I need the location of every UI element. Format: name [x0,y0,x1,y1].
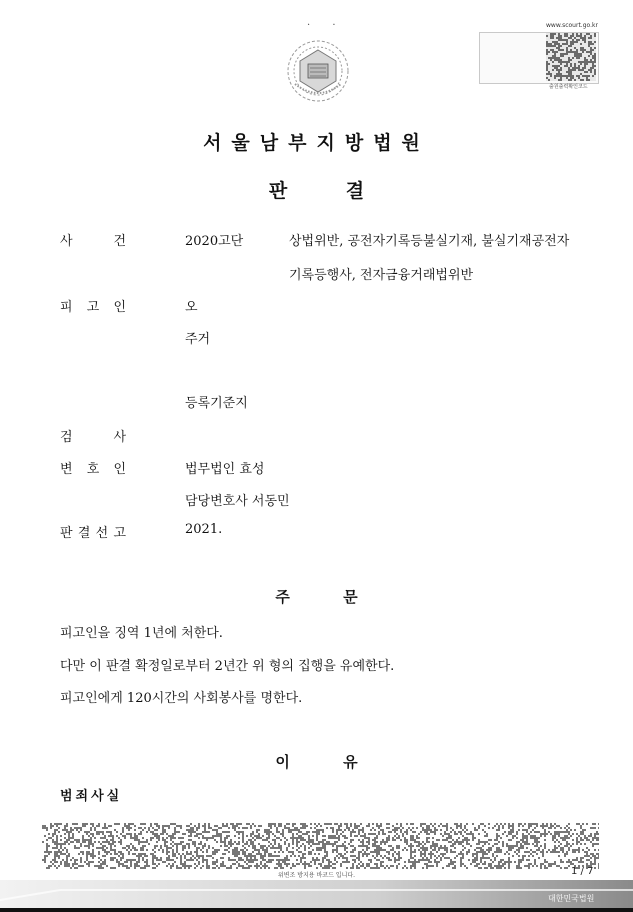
case-number: 2020고단 [185,234,244,249]
counsel-label: 변 호 인 [60,462,126,477]
page-number: 1 / 7 [571,866,594,877]
case-label: 사 건 [60,234,126,249]
order-line: 다만 이 판결 확정일로부터 2년간 위 형의 집행을 유예한다. [60,659,395,674]
order-line: 피고인에게 120시간의 사회봉사를 명한다. [60,691,303,706]
prosecutor-label: 검 사 [60,430,126,445]
footer-note: 위변조 방지용 바코드 입니다. [277,872,356,879]
charges-line-1: 상법위반, 공전자기록등불실기재, 불실기재공전자 [289,234,570,249]
residence-label: 주거 [185,332,211,347]
order-heading: 주 문 [275,588,358,606]
sentence-date: 2021. [185,522,223,537]
counsel-firm: 법무법인 효성 [185,462,265,477]
reasons-heading: 이 유 [275,753,358,771]
top-dots: · · [307,20,336,31]
band-label: 대한민국법원 [548,894,595,903]
document-title: 판 결 [268,180,365,202]
footer-band [0,880,633,912]
anti-forgery-barcode [42,823,599,869]
order-line: 피고인을 징역 1년에 처한다. [60,626,223,641]
registered-label: 등록기준지 [185,396,248,411]
qr-code-icon [546,33,596,81]
court-name: 서울남부지방법원 [203,132,430,154]
sentence-label: 판 결 선 고 [60,526,126,541]
crime-facts-heading: 범죄사실 [60,789,123,804]
court-seal-icon [283,36,353,106]
qr-caption: 출원출력확인코드 [549,84,588,90]
charges-line-2: 기록등행사, 전자금융거래법위반 [289,268,474,283]
defendant-label: 피 고 인 [60,300,126,315]
qr-url: www.scourt.go.kr [546,22,598,29]
counsel-attorney: 담당변호사 서동민 [185,494,290,509]
defendant-name: 오 [185,300,198,315]
